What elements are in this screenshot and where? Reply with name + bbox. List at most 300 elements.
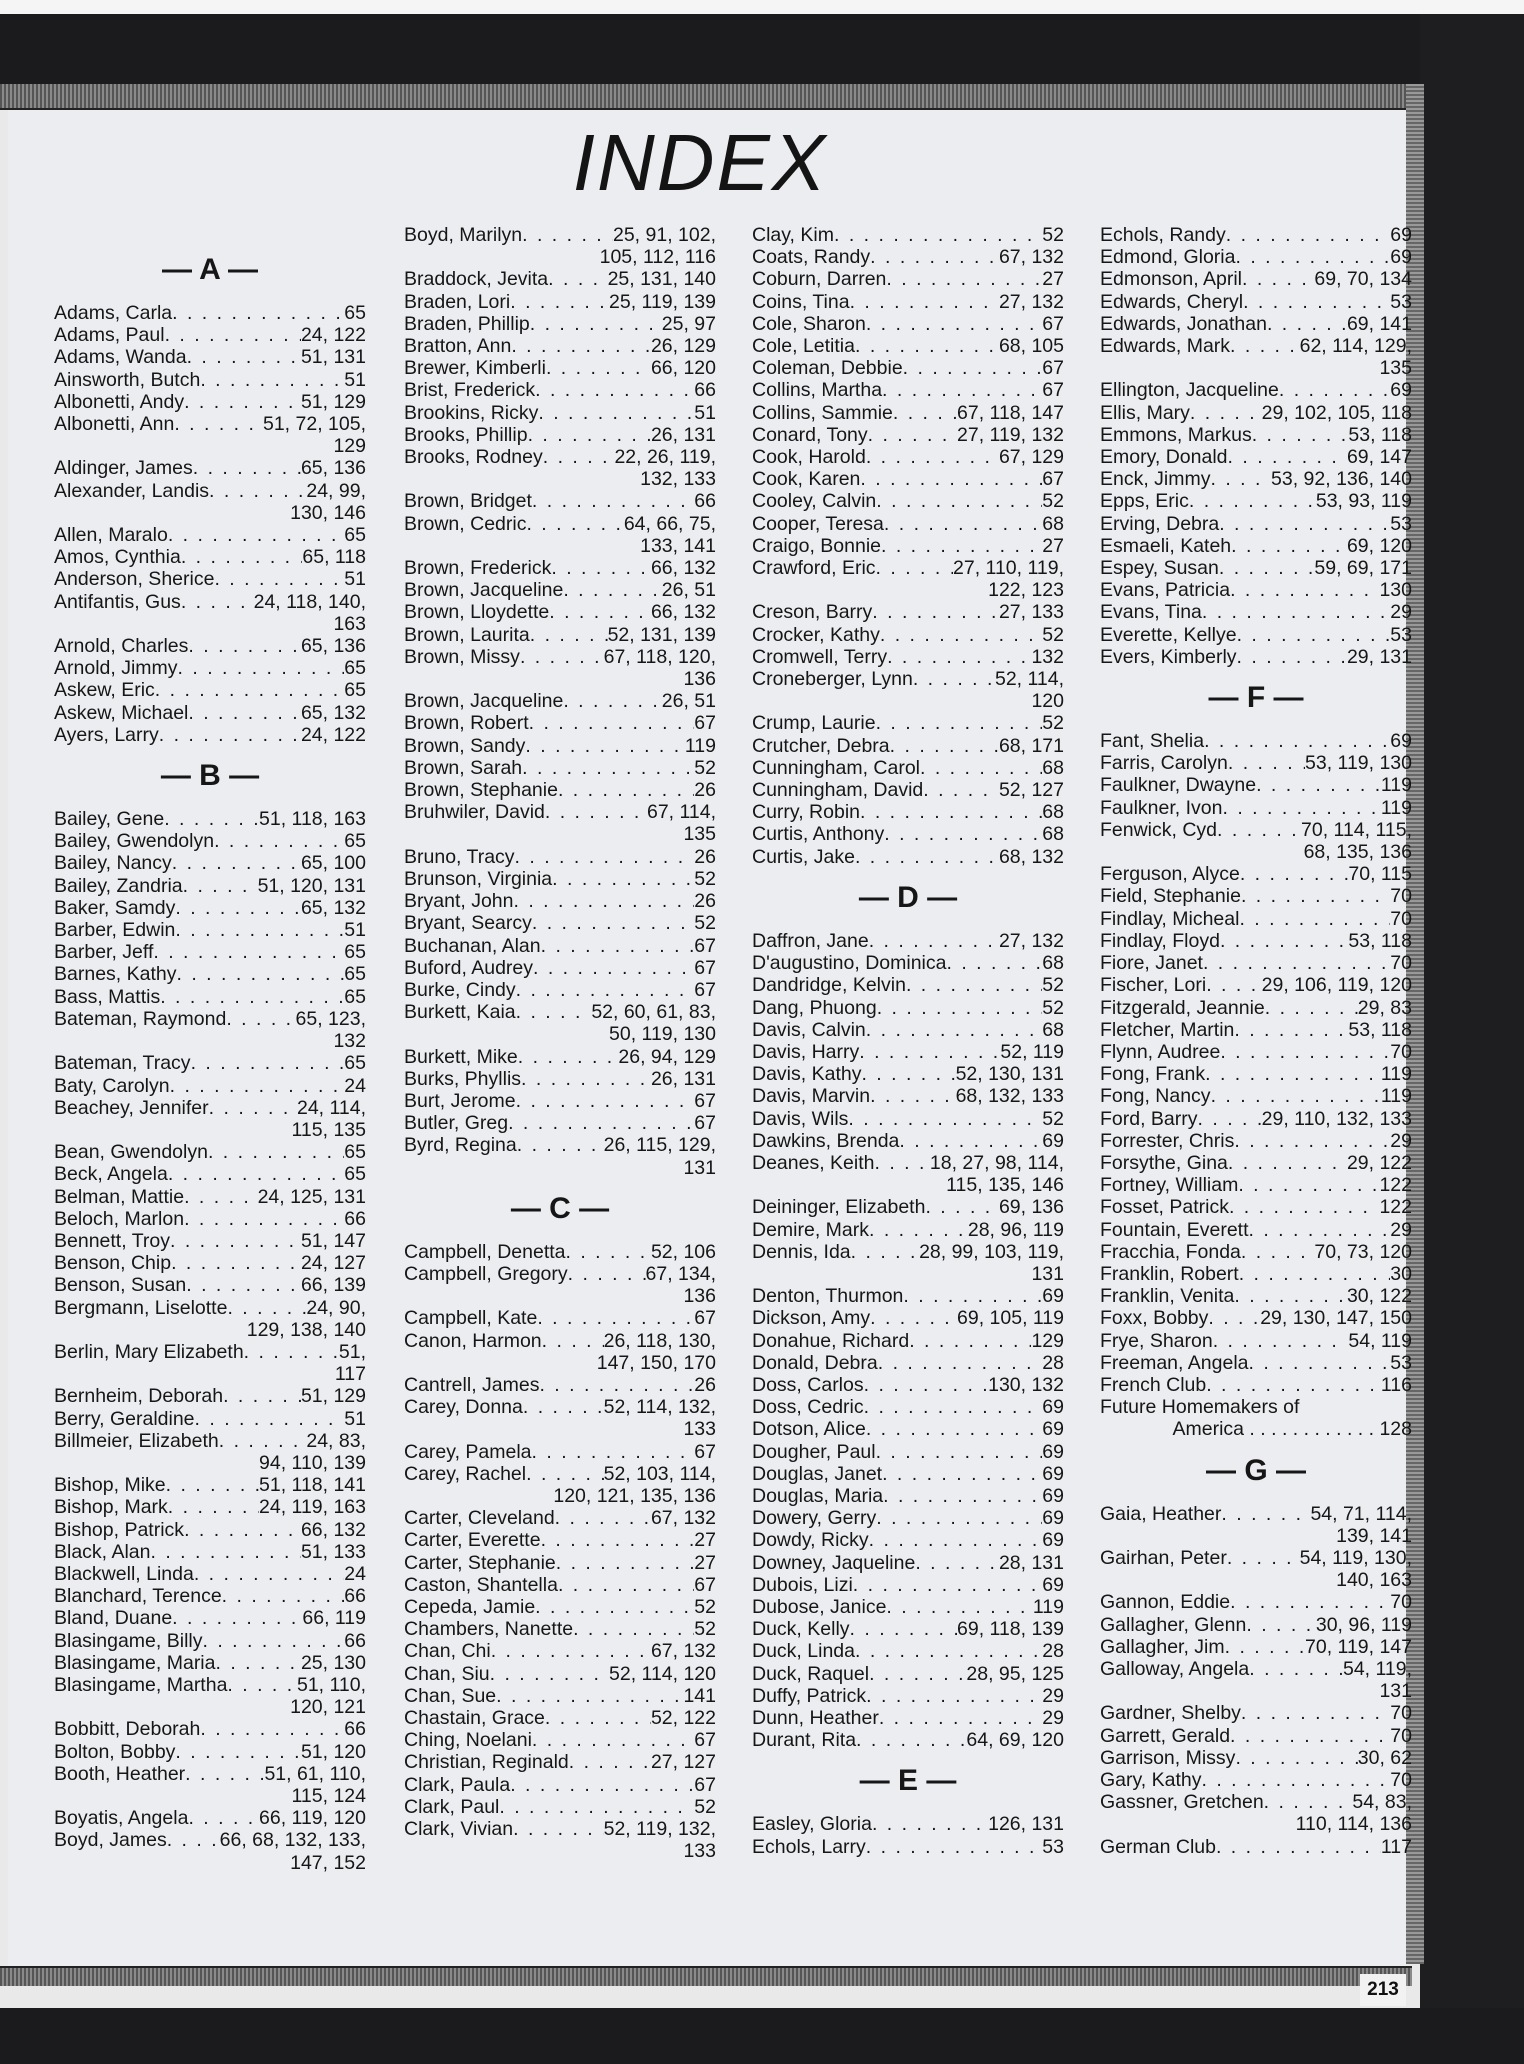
entry-line (404, 579, 716, 601)
entry-line (752, 757, 1064, 779)
index-entry (752, 1463, 1064, 1485)
index-entry (1100, 379, 1412, 401)
entry-pages: 27 (694, 1529, 716, 1552)
leader-dots (1242, 268, 1314, 290)
leader-dots (925, 1196, 998, 1218)
index-entry (752, 1085, 1064, 1107)
index-entry (404, 690, 716, 712)
entry-line (752, 557, 1064, 579)
entry-pages: 53 (1390, 1351, 1412, 1374)
entry-pages: 52 (694, 912, 716, 935)
index-entry (54, 1541, 366, 1563)
index-entry (1100, 335, 1412, 379)
entry-pages: 26, 94, 129 (618, 1045, 716, 1068)
entry-pages: 65, 132 (300, 701, 366, 724)
entry-name: Gaia, Heather (1100, 1502, 1222, 1525)
index-entry (404, 1112, 716, 1134)
index-entry (404, 490, 716, 512)
entry-pages: 70, 73, 120 (1314, 1240, 1412, 1263)
index-entry (54, 830, 366, 852)
index-entry (54, 1052, 366, 1074)
leader-dots (532, 1441, 695, 1463)
index-entry (1100, 819, 1412, 863)
entry-pages: 29, 106, 119, 120 (1261, 974, 1412, 997)
entry-name: Garrett, Gerald (1100, 1724, 1231, 1747)
entry-name: Amos, Cynthia (54, 546, 181, 569)
entry-pages-continued: 147, 150, 170 (596, 1351, 716, 1374)
entry-pages: 29 (1390, 1129, 1412, 1152)
index-entry (54, 480, 366, 524)
entry-line (54, 1563, 366, 1585)
entry-line (54, 1741, 366, 1763)
leader-dots (165, 324, 301, 346)
index-entry (1100, 1725, 1412, 1747)
entry-name: Doss, Cedric (752, 1396, 864, 1419)
entry-name: Deininger, Elizabeth (752, 1196, 926, 1219)
index-entry (1100, 974, 1412, 996)
entry-name: Garrison, Missy (1100, 1746, 1236, 1769)
entry-line (404, 1001, 716, 1023)
entry-line (1100, 313, 1412, 335)
entry-line (1100, 819, 1412, 841)
entry-name: Ferguson, Alyce (1100, 863, 1240, 886)
entry-pages: 52, 114, 132, (603, 1396, 716, 1419)
entry-name: Beck, Angela (54, 1163, 168, 1186)
entry-name: Berry, Geraldine (54, 1407, 195, 1430)
entry-line (54, 1052, 366, 1074)
entry-pages-continued: 131 (1379, 1680, 1412, 1703)
entry-pages: 70, 115 (1348, 863, 1412, 886)
index-entry (404, 357, 716, 379)
leader-dots (851, 1241, 919, 1263)
index-entry (752, 823, 1064, 845)
entry-name: Dunn, Heather (752, 1707, 879, 1729)
entry-line (404, 957, 716, 979)
entry-pages: 52, 114, (994, 668, 1064, 691)
entry-name: Bateman, Raymond (54, 1007, 227, 1030)
entry-pages-continued: 94, 110, 139 (259, 1451, 366, 1474)
entry-pages-continued: 120 (1031, 690, 1064, 713)
entry-line (54, 963, 366, 985)
entry-name: Clay, Kim (752, 224, 834, 246)
entry-pages: 66 (694, 379, 716, 402)
entry-line (1100, 1285, 1412, 1307)
leader-dots (866, 446, 999, 468)
entry-name: Bland, Duane (54, 1607, 173, 1630)
entry-line (752, 402, 1064, 424)
entry-name: Albonetti, Ann (54, 413, 175, 436)
entry-pages: 52 (1042, 623, 1064, 646)
index-entry (54, 1297, 366, 1341)
entry-pages: 70 (1390, 885, 1412, 908)
leader-dots (1205, 1063, 1381, 1085)
entry-name: Askew, Michael (54, 701, 189, 724)
entry-pages: 66, 139 (300, 1274, 366, 1297)
entry-name: Crump, Laurie (752, 712, 876, 735)
index-entry (1100, 1702, 1412, 1724)
leader-dots (556, 1552, 695, 1574)
entry-name: Duck, Linda (752, 1640, 855, 1663)
entry-pages: 52, 130, 131 (955, 1063, 1064, 1086)
entry-name: Everette, Kellye (1100, 623, 1237, 646)
index-entry (404, 446, 716, 490)
entry-name: Faulkner, Dwayne (1100, 774, 1257, 797)
leader-dots (1202, 1769, 1391, 1791)
entry-pages: 54, 119, (1342, 1657, 1412, 1680)
index-entry (404, 624, 716, 646)
entry-name: Campbell, Denetta (404, 1240, 566, 1263)
page-title: INDEX (572, 118, 828, 207)
entry-pages-continued: 135 (1379, 357, 1412, 380)
entry-pages: 26, 131 (650, 423, 716, 446)
entry-pages-continued: 129 (333, 435, 366, 458)
index-entry (54, 1408, 366, 1430)
index-entry (1100, 797, 1412, 819)
entry-line (54, 1807, 366, 1829)
entry-name: Franklin, Robert (1100, 1262, 1239, 1285)
top-border-band (0, 14, 1524, 84)
entry-pages: 24, 122 (300, 723, 366, 746)
leader-dots (1198, 1108, 1262, 1130)
leader-dots (850, 1618, 957, 1640)
entry-pages: 28, 99, 103, 119, (919, 1240, 1064, 1263)
index-entry (1100, 1219, 1412, 1241)
leader-dots (899, 1130, 1042, 1152)
leader-dots (1234, 1019, 1348, 1041)
entry-pages: 130, 132 (988, 1373, 1064, 1396)
index-entry (752, 335, 1064, 357)
index-entry (752, 1441, 1064, 1463)
leader-dots (1222, 797, 1380, 819)
index-entry (752, 1241, 1064, 1285)
leader-dots (906, 974, 1042, 996)
entry-line (752, 224, 1064, 246)
index-entry (54, 1186, 366, 1208)
leader-dots (566, 1241, 651, 1263)
entry-pages: 53, 118 (1348, 1018, 1412, 1041)
entry-pages: 65 (344, 830, 366, 853)
index-entry (404, 1307, 716, 1329)
entry-name: Bruhwiler, David (404, 801, 545, 824)
entry-pages: 54, 71, 114, (1310, 1502, 1412, 1525)
index-entry (1100, 774, 1412, 796)
leader-dots (525, 735, 685, 757)
entry-line (54, 346, 366, 368)
index-entry (752, 291, 1064, 313)
leader-dots (568, 1263, 646, 1285)
entry-line (404, 1574, 716, 1596)
leader-dots (876, 490, 1042, 512)
index-entry (752, 1640, 1064, 1662)
entry-line (404, 1507, 716, 1529)
index-entry (1100, 1130, 1412, 1152)
entry-pages: 65, 100 (300, 852, 366, 875)
entry-pages: 53, 92, 136, 140 (1271, 468, 1412, 491)
leader-dots (859, 1041, 1000, 1063)
leader-dots (853, 1574, 1043, 1596)
leader-dots (1238, 1174, 1379, 1196)
entry-pages: 70 (1390, 1591, 1412, 1614)
index-entry (404, 601, 716, 623)
entry-name: Ellington, Jacqueline (1100, 379, 1279, 402)
entry-line (752, 513, 1064, 535)
entry-pages: 62, 114, 129, (1299, 335, 1412, 358)
index-entry (752, 224, 1064, 246)
entry-pages: 51, 129 (300, 1385, 366, 1408)
entry-line (1100, 246, 1412, 268)
index-entry (752, 1574, 1064, 1596)
entry-line (752, 1063, 1064, 1085)
entry-line (54, 1008, 366, 1030)
entry-pages: 27, 127 (650, 1751, 716, 1774)
index-entry (1100, 446, 1412, 468)
index-column-3 (752, 224, 1064, 1858)
entry-name: Butler, Greg (404, 1112, 509, 1135)
leader-dots (511, 335, 651, 357)
leader-dots (222, 1585, 345, 1607)
leader-dots (1206, 974, 1261, 996)
entry-pages: 52, 127 (998, 779, 1064, 802)
entry-pages: 26, 115, 129, (603, 1134, 716, 1157)
entry-name: Faulkner, Ivon (1100, 796, 1223, 819)
entry-line (54, 808, 366, 830)
index-entry (54, 1208, 366, 1230)
entry-pages: 52 (1042, 712, 1064, 735)
entry-line (54, 1607, 366, 1629)
bottom-border-band (0, 2008, 1524, 2064)
leader-dots (496, 1685, 683, 1707)
leader-dots (549, 601, 651, 623)
entry-name: Brown, Sandy (404, 734, 526, 757)
leader-dots (558, 779, 694, 801)
leader-dots (1204, 730, 1390, 752)
entry-line (404, 402, 716, 424)
entry-name: Cole, Sharon (752, 312, 866, 335)
leader-dots (200, 1718, 344, 1740)
index-entry (752, 402, 1064, 424)
entry-name: Bryant, John (404, 890, 514, 913)
entry-pages: 30, 62 (1357, 1746, 1412, 1769)
leader-dots (191, 1052, 345, 1074)
entry-pages: 69 (1390, 224, 1412, 246)
entry-name: Aldinger, James (54, 457, 193, 480)
entry-name: Adams, Wanda (54, 346, 187, 369)
entry-pages: 51, 110, (296, 1673, 366, 1696)
leader-dots (508, 1112, 694, 1134)
entry-pages: 24, 83, (306, 1429, 366, 1452)
entry-name: Carter, Stephanie (404, 1551, 556, 1574)
entry-pages: 25, 130 (300, 1651, 366, 1674)
index-entry (404, 1463, 716, 1507)
entry-name: Byrd, Regina (404, 1134, 517, 1157)
entry-line (54, 1718, 366, 1740)
leader-dots (545, 801, 647, 823)
entry-pages: 52 (1042, 224, 1064, 246)
leader-dots (563, 690, 661, 712)
entry-line (404, 1529, 716, 1551)
index-entry (752, 1196, 1064, 1218)
entry-line (404, 1330, 716, 1352)
entry-line (54, 657, 366, 679)
leader-dots (193, 457, 301, 479)
leader-dots (875, 1152, 930, 1174)
index-entry (752, 1130, 1064, 1152)
index-entry (752, 246, 1064, 268)
entry-line (54, 1163, 366, 1185)
entry-pages: 66, 132 (650, 557, 716, 580)
leader-dots (159, 724, 301, 746)
entry-pages-continued: 105, 112, 116 (599, 246, 716, 269)
leader-dots (1211, 468, 1272, 490)
leader-dots (869, 1663, 966, 1685)
letter-heading: — C — (510, 1191, 610, 1225)
entry-name: Cantrell, James (404, 1373, 540, 1396)
entry-pages: 51, 61, 110, (264, 1762, 366, 1785)
leader-dots (876, 557, 954, 579)
index-entry (1100, 1547, 1412, 1591)
index-entry (404, 1529, 716, 1551)
entry-name: Coleman, Debbie (752, 357, 903, 380)
leader-dots (532, 1729, 694, 1751)
index-entry (54, 875, 366, 897)
entry-line (752, 1813, 1064, 1835)
entry-line (1100, 557, 1412, 579)
index-entry (404, 1241, 716, 1263)
index-entry (1100, 535, 1412, 557)
index-entry (54, 1008, 366, 1052)
index-entry (1100, 268, 1412, 290)
leader-dots (517, 1134, 604, 1156)
entry-name: Barber, Edwin (54, 919, 176, 942)
entry-pages: 52, 122 (650, 1707, 716, 1729)
entry-name: Cooper, Teresa (752, 512, 884, 535)
index-entry (404, 912, 716, 934)
entry-line (54, 457, 366, 479)
entry-name: Edwards, Mark (1100, 335, 1231, 358)
entry-line (1100, 446, 1412, 468)
entry-name: Cepeda, Jamie (404, 1595, 536, 1618)
entry-line (404, 1241, 716, 1263)
leader-dots (188, 635, 301, 657)
leader-dots (176, 963, 344, 985)
index-entry (752, 1813, 1064, 1835)
entry-pages: 67 (694, 1773, 716, 1796)
index-entry (54, 1430, 366, 1474)
entry-pages: 70 (1390, 1724, 1412, 1747)
leader-dots (923, 779, 999, 801)
entry-pages: 53, 118 (1348, 423, 1412, 446)
entry-pages: 67, 129 (998, 446, 1064, 469)
entry-name: Cook, Karen (752, 468, 861, 491)
entry-name: Douglas, Janet (752, 1462, 883, 1485)
entry-line (1100, 930, 1412, 952)
entry-line (54, 919, 366, 941)
entry-name: Barnes, Kathy (54, 963, 177, 986)
entry-name: Curry, Robin (752, 801, 861, 824)
leader-dots (1221, 1503, 1310, 1525)
index-entry (752, 468, 1064, 490)
leader-dots (535, 379, 694, 401)
entry-name: Dandridge, Kelvin (752, 974, 906, 997)
index-entry (752, 1019, 1064, 1041)
entry-pages: 69, 70, 134 (1314, 268, 1412, 291)
entry-line (752, 1285, 1064, 1307)
leader-dots (1279, 379, 1390, 401)
entry-pages: 29, 102, 105, 118 (1261, 401, 1412, 424)
leader-dots (872, 601, 999, 623)
entry-name: Collins, Sammie (752, 401, 893, 424)
leader-dots (1219, 557, 1315, 579)
index-entry (752, 1596, 1064, 1618)
entry-pages: 22, 26, 119, (614, 446, 716, 469)
entry-pages-continued: 133 (683, 1418, 716, 1441)
leader-dots (1219, 513, 1390, 535)
leader-dots (882, 1463, 1042, 1485)
entry-pages: 28, 131 (998, 1551, 1064, 1574)
index-entry (1100, 601, 1412, 623)
entry-line (752, 313, 1064, 335)
index-entry (404, 1685, 716, 1707)
entry-name: Carey, Donna (404, 1396, 523, 1419)
entry-line (54, 1097, 366, 1119)
entry-line (752, 1108, 1064, 1130)
entry-name: Cunningham, Carol (752, 756, 921, 779)
leader-dots (186, 1274, 301, 1296)
entry-line (752, 291, 1064, 313)
entry-pages: 70, 119, 147 (1305, 1635, 1412, 1658)
entry-name: Gardner, Shelby (1100, 1702, 1241, 1725)
entry-pages: 30 (1390, 1262, 1412, 1285)
entry-name: Burkett, Mike (404, 1045, 518, 1068)
leader-dots (523, 1396, 604, 1418)
entry-pages: 69, 120 (1346, 534, 1412, 557)
entry-pages: 69 (1042, 1484, 1064, 1507)
entry-pages: 26, 51 (661, 690, 716, 713)
entry-pages: 119 (1380, 774, 1412, 797)
entry-name: Dotson, Alice (752, 1418, 866, 1441)
index-column-4 (1100, 224, 1412, 1858)
entry-line (54, 1297, 366, 1319)
entry-name: Brown, Missy (404, 645, 520, 668)
entry-line (404, 513, 716, 535)
entry-name: Fitzgerald, Jeannie (1100, 996, 1265, 1019)
leader-dots (909, 1330, 1031, 1352)
index-entry (752, 757, 1064, 779)
entry-pages: 64, 69, 120 (966, 1729, 1064, 1752)
index-entry (54, 457, 366, 479)
entry-name: Bryant, Searcy (404, 912, 532, 935)
index-entry (54, 1274, 366, 1296)
leader-dots (545, 1707, 651, 1729)
entry-pages: 26, 51 (661, 579, 716, 602)
leader-dots (537, 1307, 694, 1329)
leader-dots (185, 1763, 264, 1785)
leader-dots (860, 468, 1042, 490)
index-entry (1100, 908, 1412, 930)
index-entry (54, 679, 366, 701)
entry-pages: 51, (338, 1340, 366, 1363)
entry-name: Frye, Sharon (1100, 1329, 1213, 1352)
entry-pages: 52, 103, 114, (603, 1462, 716, 1485)
entry-pages: 53, 119, 130 (1305, 752, 1412, 775)
index-entry (54, 1341, 366, 1385)
entry-pages: 29, 131 (1346, 645, 1412, 668)
index-entry (1100, 952, 1412, 974)
entry-line (752, 1130, 1064, 1152)
leader-dots (855, 846, 999, 868)
entry-name: Braddock, Jevita (404, 268, 549, 291)
entry-name: Ford, Barry (1100, 1107, 1198, 1130)
